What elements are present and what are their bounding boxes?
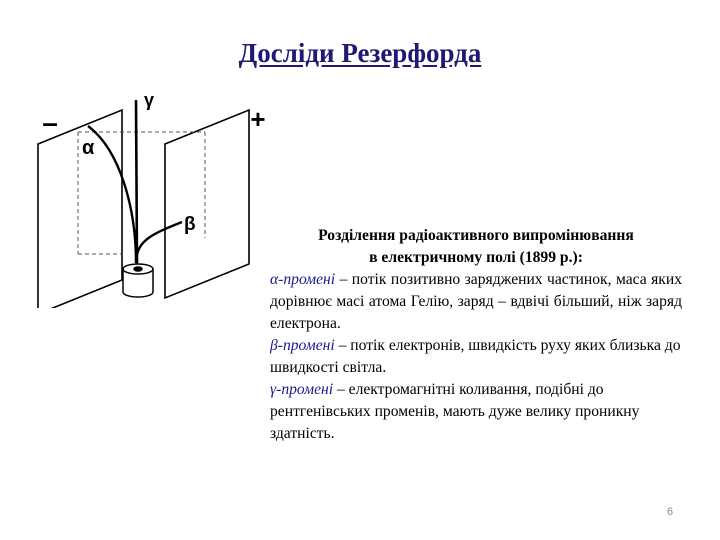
beta-ray bbox=[136, 222, 182, 260]
beta-label: β bbox=[184, 214, 196, 235]
rutherford-deflection-diagram bbox=[30, 88, 280, 308]
alpha-ray bbox=[88, 126, 136, 263]
heading-line-2: в електричному полі (1899 р.): bbox=[369, 249, 583, 266]
gamma-paragraph bbox=[270, 379, 682, 445]
alpha-rays-term: α-промені bbox=[270, 271, 336, 288]
negative-plate bbox=[38, 110, 122, 308]
positive-plate bbox=[165, 110, 249, 298]
plus-sign: + bbox=[250, 104, 266, 134]
heading-line-1: Розділення радіоактивного випромінювання bbox=[318, 227, 634, 244]
beta-rays-description: – потік електронів, швидкість руху яких близька до швидкості світла. bbox=[270, 337, 681, 376]
beta-rays-term: β-промені bbox=[270, 337, 335, 354]
slide-title: Досліди Резерфорда bbox=[238, 38, 482, 68]
radioactive-source bbox=[123, 264, 153, 297]
description-heading bbox=[270, 225, 682, 269]
page-number: 6 bbox=[667, 506, 674, 518]
gamma-label: γ bbox=[144, 90, 155, 110]
alpha-paragraph bbox=[270, 269, 682, 335]
alpha-label: α bbox=[82, 137, 95, 159]
gamma-rays-term: γ-промені bbox=[270, 381, 334, 398]
alpha-rays-description: – потік позитивно заряджених частинок, маса яких дорівнює масі атома Гелію, заряд – вдвічі більший, ніж заряд електрона. bbox=[270, 271, 682, 332]
minus-sign: – bbox=[42, 107, 58, 138]
beta-paragraph bbox=[270, 335, 682, 379]
dashed-guide-lines bbox=[78, 132, 205, 254]
description-text bbox=[270, 225, 682, 445]
gamma-rays-description: – електромагнітні коливання, подібні до рентгенівських променів, мають дуже велику проникну здатність. bbox=[270, 381, 640, 442]
